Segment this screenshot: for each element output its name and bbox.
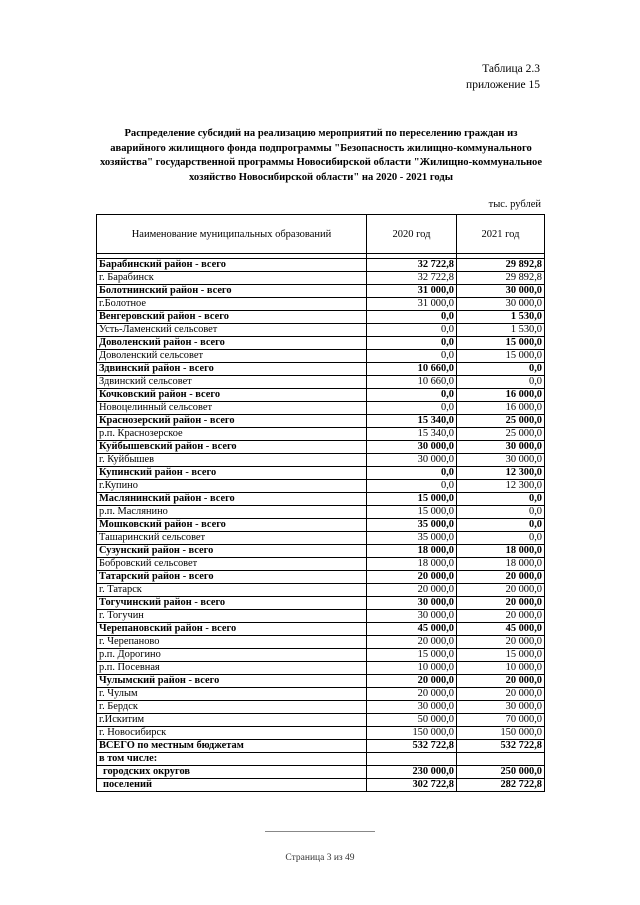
value-2021-cell: 20 000,0: [457, 597, 545, 610]
value-2021-cell: 30 000,0: [457, 701, 545, 714]
row-name-cell: Доволенский сельсовет: [97, 350, 367, 363]
table-body: [97, 254, 545, 792]
value-2021-cell: 20 000,0: [457, 584, 545, 597]
value-2020-cell: 50 000,0: [367, 714, 457, 727]
table-reference: Таблица 2.3: [482, 63, 540, 75]
value-2020-cell: 35 000,0: [367, 519, 457, 532]
value-2020-cell: 0,0: [367, 480, 457, 493]
value-2021-cell: 20 000,0: [457, 571, 545, 584]
table-row: [97, 714, 545, 727]
table-row: [97, 701, 545, 714]
value-2021-cell: 150 000,0: [457, 727, 545, 740]
table-row: [97, 441, 545, 454]
table-row: [97, 623, 545, 636]
document-title: Распределение субсидий на реализацию мероприятий по переселению граждан из аварийного жилищного фонда подпрограммы "Безопасность жилищно-коммунального хозяйства" государственной программы Новосибирской области "Жилищно-коммунальное хозяйство Новосибирской области" на 2020 - 2021 годы: [99, 128, 543, 183]
table-row: [97, 493, 545, 506]
value-2021-cell: 45 000,0: [457, 623, 545, 636]
page-number: Страница 3 из 49: [285, 853, 355, 863]
value-2021-cell: 1 530,0: [457, 311, 545, 324]
value-2021-cell: 30 000,0: [457, 285, 545, 298]
table-row: [97, 519, 545, 532]
value-2021-cell: 1 530,0: [457, 324, 545, 337]
row-name-cell: Татарский район - всего: [97, 571, 367, 584]
value-2020-cell: 10 660,0: [367, 363, 457, 376]
value-2021-cell: 20 000,0: [457, 675, 545, 688]
value-2020-cell: 0,0: [367, 311, 457, 324]
table-row: [97, 545, 545, 558]
value-2020-cell: 15 000,0: [367, 506, 457, 519]
row-name-cell: Краснозерский район - всего: [97, 415, 367, 428]
value-2021-cell: 29 892,8: [457, 272, 545, 285]
row-name-cell: городских округов: [97, 766, 367, 779]
row-name-cell: Новоцелинный сельсовет: [97, 402, 367, 415]
value-2021-cell: 18 000,0: [457, 558, 545, 571]
value-2021-cell: 15 000,0: [457, 649, 545, 662]
value-2020-cell: 31 000,0: [367, 285, 457, 298]
value-2021-cell: 0,0: [457, 506, 545, 519]
value-2020-cell: [367, 753, 457, 766]
table-row: [97, 428, 545, 441]
table-row: [97, 584, 545, 597]
table-row: [97, 298, 545, 311]
table-row: [97, 337, 545, 350]
table-row: [97, 610, 545, 623]
row-name-cell: Сузунский район - всего: [97, 545, 367, 558]
value-2021-cell: 282 722,8: [457, 779, 545, 792]
table-row: [97, 272, 545, 285]
value-2020-cell: 0,0: [367, 467, 457, 480]
row-name-cell: р.п. Краснозерское: [97, 428, 367, 441]
row-name-cell: Купинский район - всего: [97, 467, 367, 480]
row-name-cell: Маслянинский район - всего: [97, 493, 367, 506]
row-name-cell: г.Болотное: [97, 298, 367, 311]
row-name-cell: г. Новосибирск: [97, 727, 367, 740]
value-2020-cell: 302 722,8: [367, 779, 457, 792]
value-2020-cell: 20 000,0: [367, 688, 457, 701]
value-2021-cell: 20 000,0: [457, 610, 545, 623]
value-2021-cell: 29 892,8: [457, 259, 545, 272]
row-name-cell: г.Купино: [97, 480, 367, 493]
row-name-cell: Мошковский район - всего: [97, 519, 367, 532]
table-row: [97, 467, 545, 480]
value-2020-cell: 20 000,0: [367, 584, 457, 597]
table-row: [97, 259, 545, 272]
value-2021-cell: 10 000,0: [457, 662, 545, 675]
value-2020-cell: 32 722,8: [367, 259, 457, 272]
value-2020-cell: 0,0: [367, 337, 457, 350]
row-name-cell: Здвинский район - всего: [97, 363, 367, 376]
table-row: [97, 389, 545, 402]
row-name-cell: г. Черепаново: [97, 636, 367, 649]
value-2020-cell: 45 000,0: [367, 623, 457, 636]
row-name-cell: Кочковский район - всего: [97, 389, 367, 402]
value-2020-cell: 10 660,0: [367, 376, 457, 389]
table-row: [97, 597, 545, 610]
units-label: тыс. рублей: [488, 199, 541, 210]
value-2021-cell: 20 000,0: [457, 688, 545, 701]
value-2020-cell: 10 000,0: [367, 662, 457, 675]
row-name-cell: Черепановский район - всего: [97, 623, 367, 636]
value-2020-cell: 30 000,0: [367, 610, 457, 623]
column-header-2021: 2021 год: [457, 215, 545, 254]
value-2021-cell: 0,0: [457, 532, 545, 545]
table-row: [97, 662, 545, 675]
table-row: [97, 558, 545, 571]
table-row: [97, 506, 545, 519]
appendix-reference: приложение 15: [466, 79, 540, 91]
value-2021-cell: 250 000,0: [457, 766, 545, 779]
value-2020-cell: 15 000,0: [367, 649, 457, 662]
row-name-cell: Болотнинский район - всего: [97, 285, 367, 298]
table-row: [97, 480, 545, 493]
table-row: [97, 363, 545, 376]
column-header-2020: 2020 год: [367, 215, 457, 254]
column-header-name: Наименование муниципальных образований: [97, 215, 367, 254]
value-2020-cell: 30 000,0: [367, 441, 457, 454]
value-2020-cell: 15 340,0: [367, 415, 457, 428]
value-2020-cell: 0,0: [367, 389, 457, 402]
value-2021-cell: 12 300,0: [457, 467, 545, 480]
value-2020-cell: 532 722,8: [367, 740, 457, 753]
value-2021-cell: 30 000,0: [457, 441, 545, 454]
value-2021-cell: 70 000,0: [457, 714, 545, 727]
value-2020-cell: 15 340,0: [367, 428, 457, 441]
table-row: [97, 376, 545, 389]
value-2020-cell: 230 000,0: [367, 766, 457, 779]
value-2021-cell: 16 000,0: [457, 389, 545, 402]
table-row: [97, 350, 545, 363]
row-name-cell: р.п. Посевная: [97, 662, 367, 675]
value-2021-cell: 0,0: [457, 363, 545, 376]
value-2021-cell: 0,0: [457, 376, 545, 389]
row-name-cell: Куйбышевский район - всего: [97, 441, 367, 454]
table-row: [97, 688, 545, 701]
value-2020-cell: 30 000,0: [367, 454, 457, 467]
row-name-cell: в том числе:: [97, 753, 367, 766]
table-row: [97, 311, 545, 324]
subsidy-table: [96, 214, 545, 792]
table-header-row: [97, 215, 545, 254]
row-name-cell: Здвинский сельсовет: [97, 376, 367, 389]
value-2020-cell: 31 000,0: [367, 298, 457, 311]
table-row: [97, 740, 545, 753]
table-row: [97, 636, 545, 649]
row-name-cell: г. Куйбышев: [97, 454, 367, 467]
row-name-cell: р.п. Дорогино: [97, 649, 367, 662]
row-name-cell: Венгеровский район - всего: [97, 311, 367, 324]
value-2021-cell: 15 000,0: [457, 350, 545, 363]
row-name-cell: г. Барабинск: [97, 272, 367, 285]
value-2020-cell: 150 000,0: [367, 727, 457, 740]
value-2021-cell: 20 000,0: [457, 636, 545, 649]
value-2020-cell: 20 000,0: [367, 675, 457, 688]
value-2020-cell: 32 722,8: [367, 272, 457, 285]
row-name-cell: г. Татарск: [97, 584, 367, 597]
value-2020-cell: 18 000,0: [367, 545, 457, 558]
value-2021-cell: 25 000,0: [457, 428, 545, 441]
table-row: [97, 649, 545, 662]
row-name-cell: г. Бердск: [97, 701, 367, 714]
value-2020-cell: 0,0: [367, 350, 457, 363]
footer-divider: [265, 831, 375, 832]
row-name-cell: Усть-Ламенский сельсовет: [97, 324, 367, 337]
value-2021-cell: 30 000,0: [457, 298, 545, 311]
table-row: [97, 727, 545, 740]
value-2020-cell: 0,0: [367, 402, 457, 415]
table-row: [97, 779, 545, 792]
row-name-cell: Тогучинский район - всего: [97, 597, 367, 610]
value-2021-cell: 16 000,0: [457, 402, 545, 415]
value-2020-cell: 15 000,0: [367, 493, 457, 506]
table-row: [97, 415, 545, 428]
row-name-cell: Доволенский район - всего: [97, 337, 367, 350]
value-2020-cell: 18 000,0: [367, 558, 457, 571]
row-name-cell: поселений: [97, 779, 367, 792]
value-2021-cell: 532 722,8: [457, 740, 545, 753]
row-name-cell: р.п. Маслянино: [97, 506, 367, 519]
value-2021-cell: 12 300,0: [457, 480, 545, 493]
table-row: [97, 571, 545, 584]
value-2020-cell: 30 000,0: [367, 597, 457, 610]
table-row: [97, 324, 545, 337]
value-2021-cell: 15 000,0: [457, 337, 545, 350]
table-row: [97, 753, 545, 766]
row-name-cell: г.Искитим: [97, 714, 367, 727]
value-2021-cell: 0,0: [457, 519, 545, 532]
value-2020-cell: 0,0: [367, 324, 457, 337]
value-2021-cell: 18 000,0: [457, 545, 545, 558]
row-name-cell: г. Тогучин: [97, 610, 367, 623]
value-2020-cell: 35 000,0: [367, 532, 457, 545]
value-2021-cell: 25 000,0: [457, 415, 545, 428]
table-row: [97, 285, 545, 298]
row-name-cell: Барабинский район - всего: [97, 259, 367, 272]
value-2021-cell: 30 000,0: [457, 454, 545, 467]
table-row: [97, 402, 545, 415]
row-name-cell: Ташаринский сельсовет: [97, 532, 367, 545]
value-2020-cell: 20 000,0: [367, 571, 457, 584]
row-name-cell: Бобровский сельсовет: [97, 558, 367, 571]
row-name-cell: г. Чулым: [97, 688, 367, 701]
table-row: [97, 675, 545, 688]
table-row: [97, 532, 545, 545]
row-name-cell: Чулымский район - всего: [97, 675, 367, 688]
table-row: [97, 766, 545, 779]
value-2021-cell: 0,0: [457, 493, 545, 506]
value-2021-cell: [457, 753, 545, 766]
value-2020-cell: 20 000,0: [367, 636, 457, 649]
value-2020-cell: 30 000,0: [367, 701, 457, 714]
table-row: [97, 454, 545, 467]
row-name-cell: ВСЕГО по местным бюджетам: [97, 740, 367, 753]
